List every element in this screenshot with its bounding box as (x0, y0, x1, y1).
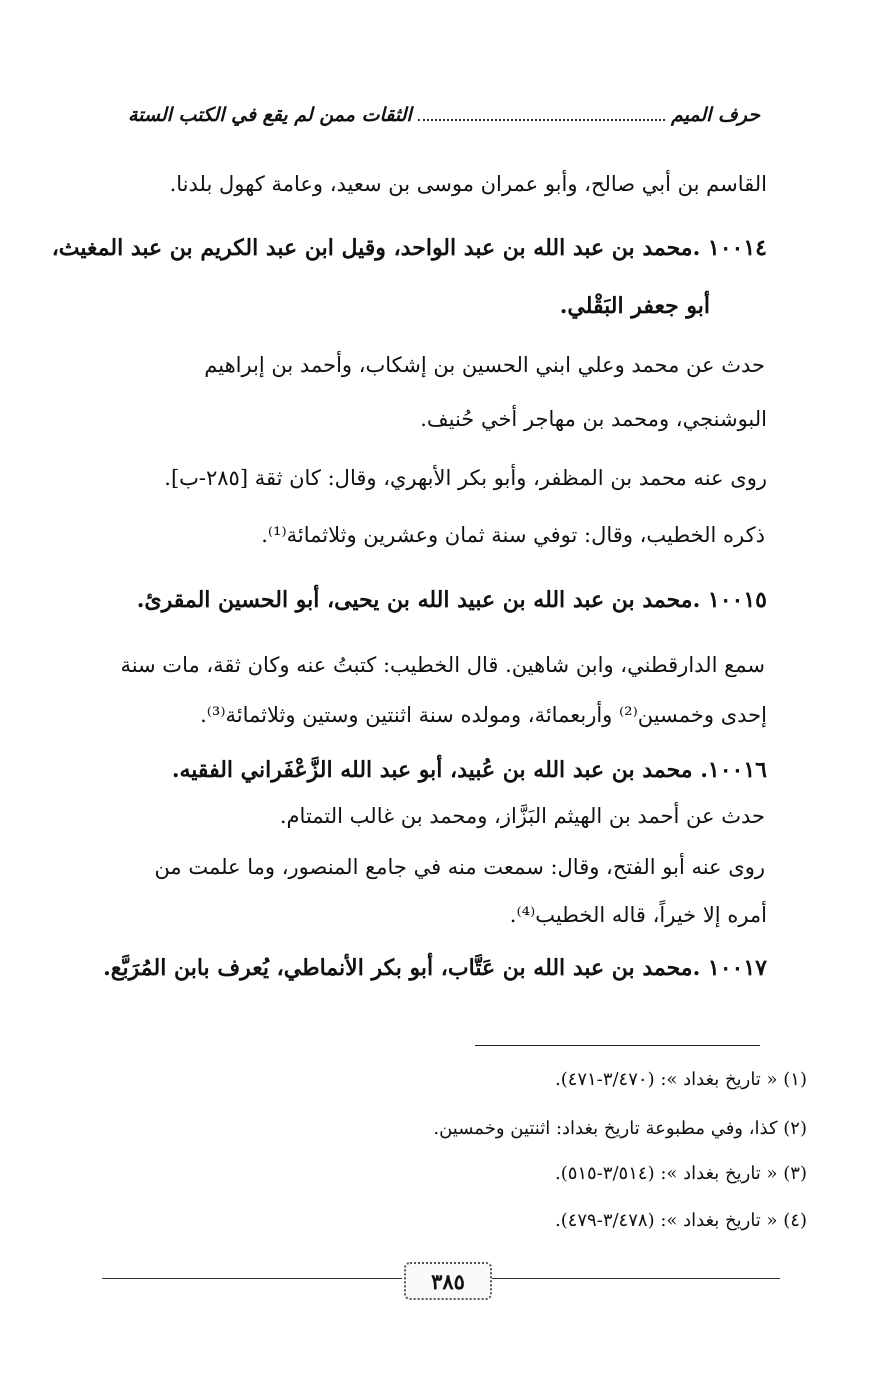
header-dots (418, 107, 665, 121)
text-line: حدث عن أحمد بن الهيثم البَزَّاز، ومحمد بن غالب التمتام. (279, 804, 765, 828)
chapter-title: حرف الميم (671, 104, 760, 126)
entry-heading-10015: ١٠٠١٥ .محمد بن عبد الله بن عبيد الله بن يحيى، أبو الحسين المقرئ. (136, 587, 767, 613)
footnote-2: (٢) كذا، وفي مطبوعة تاريخ بغداد: اثنتين وخمسين. (433, 1118, 807, 1139)
text-line: روى عنه أبو الفتح، وقال: سمعت منه في جامع المنصور، وما علمت من (154, 855, 765, 879)
entry-heading-10017: ١٠٠١٧ .محمد بن عبد الله بن عَتَّاب، أبو بكر الأنماطي، يُعرف بابن المُرَبَّع. (103, 955, 767, 981)
footer-rule-right (490, 1278, 780, 1279)
text-line: سمع الدارقطني، وابن شاهين. قال الخطيب: كتبتُ عنه وكان ثقة، مات سنة (120, 653, 765, 677)
running-header (128, 104, 760, 126)
footnote-3: (٣) « تاريخ بغداد »: (٣/٥١٤-٥١٥). (554, 1163, 807, 1184)
entry-heading-10014: ١٠٠١٤ .محمد بن عبد الله بن عبد الواحد، وقيل ابن عبد الكريم بن عبد المغيث، (51, 235, 767, 261)
footer-rule-left (102, 1278, 402, 1279)
text-line: القاسم بن أبي صالح، وأبو عمران موسى بن سعيد، وعامة كهول بلدنا. (169, 172, 767, 196)
text-line: البوشنجي، ومحمد بن مهاجر أخي حُنيف. (420, 407, 767, 431)
text-line: حدث عن محمد وعلي ابني الحسين بن إشكاب، وأحمد بن إبراهيم (204, 353, 765, 377)
footnote-4: (٤) « تاريخ بغداد »: (٣/٤٧٨-٤٧٩). (554, 1210, 807, 1231)
text-line: أمره إلا خيراً، قاله الخطيب⁽⁴⁾. (509, 903, 767, 927)
text-line: روى عنه محمد بن المظفر، وأبو بكر الأبهري، وقال: كان ثقة [٢٨٥-ب]. (164, 466, 767, 490)
entry-heading-10016: ١٠٠١٦. محمد بن عبد الله بن عُبيد، أبو عبد الله الزَّعْفَراني الفقيه. (171, 757, 767, 783)
text-line: إحدى وخمسين⁽²⁾ وأربعمائة، ومولده سنة اثنتين وستين وثلاثمائة⁽³⁾. (200, 703, 767, 727)
text-line: ذكره الخطيب، وقال: توفي سنة ثمان وعشرين وثلاثمائة⁽¹⁾. (261, 523, 765, 547)
entry-heading-10014-cont: أبو جعفر البَقْلي. (559, 293, 710, 319)
book-title: الثقات ممن لم يقع في الكتب الستة (128, 104, 412, 126)
footnote-1: (١) « تاريخ بغداد »: (٣/٤٧٠-٤٧١). (554, 1069, 807, 1090)
footnote-separator (475, 1045, 760, 1046)
page-number: ٣٨٥ (404, 1262, 492, 1300)
